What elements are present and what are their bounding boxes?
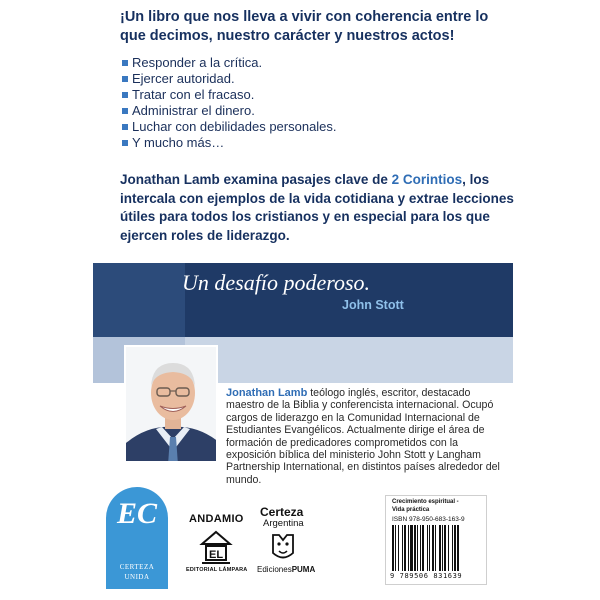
author-photo [124, 345, 218, 463]
author-name: Jonathan Lamb [226, 387, 308, 399]
certeza-unida-badge [106, 487, 168, 589]
category-line-1: Crecimiento espiritual - [392, 499, 459, 505]
square-bullet-icon [122, 60, 128, 66]
lampara-logo-label: EDITORIAL LÁMPARA [186, 567, 248, 573]
puma-icon [270, 531, 296, 563]
barcode-bar [454, 525, 456, 571]
square-bullet-icon [122, 140, 128, 146]
barcode-bar [442, 525, 443, 571]
barcode-bar [402, 525, 403, 571]
barcode-bar [414, 525, 416, 571]
barcode-bar [398, 525, 399, 571]
barcode-bar [452, 525, 453, 571]
barcode-bar [435, 525, 436, 571]
puma-logo-label: EdicionesPUMA [257, 565, 316, 574]
badge-line-unida: UNIDA [124, 573, 150, 581]
barcode-bar [417, 525, 418, 571]
list-item: Luchar con debilidades personales. [122, 119, 337, 135]
barcode-bar [429, 525, 430, 571]
list-item: Ejercer autoridad. [122, 71, 337, 87]
barcode-bar [439, 525, 441, 571]
author-portrait-icon [126, 347, 218, 463]
certeza-logo: Certeza [260, 505, 304, 519]
author-bio: Jonathan Lamb teólogo inglés, escritor, destacado maestro de la Biblia y conferencista internacional. Ocupó cargos de liderazgo en la Comunidad Internacional de Estudiantes Evangélicos. Actualmente dirige el área de formación de predicadores comprometidos con la exposición bíblica del ministerio John Stott y Langham Partnership International, en distintos países alrededor del mundo. [226, 387, 500, 486]
barcode-bar [448, 525, 449, 571]
barcode-bar [410, 525, 413, 571]
banner-shade [93, 263, 185, 337]
barcode-digits: 9 789506 831639 [390, 572, 463, 580]
lamp-icon [199, 530, 233, 566]
list-item: Administrar el dinero. [122, 103, 337, 119]
barcode-bar [457, 525, 459, 571]
isbn-label: ISBN 978-950-683-163-9 [392, 516, 465, 523]
certeza-argentina-label: Argentina [263, 518, 304, 529]
square-bullet-icon [122, 108, 128, 114]
square-bullet-icon [122, 76, 128, 82]
summary-highlight: 2 Corintios [391, 172, 463, 187]
barcode-bar [404, 525, 406, 571]
book-summary: Jonathan Lamb examina pasajes clave de 2 Corintios, los intercala con ejemplos de la vida cotidiana y extrae lecciones útiles para todos los cristianos y en especial para los que ejercen roles de liderazgo. [120, 172, 514, 243]
barcode-bar [408, 525, 409, 571]
barcode-bar [420, 525, 421, 571]
barcode-bar [444, 525, 446, 571]
square-bullet-icon [122, 92, 128, 98]
barcode-bar [392, 525, 394, 571]
quote-text: Un desafío poderoso. [182, 270, 371, 295]
category-line-2: Vida práctica [392, 507, 430, 513]
list-item: Tratar con el fracaso. [122, 87, 337, 103]
list-item: Responder a la crítica. [122, 55, 337, 71]
barcode-panel [385, 495, 487, 585]
barcode-bar [432, 525, 434, 571]
quote-author: John Stott [342, 298, 404, 312]
andamio-logo: ANDAMIO [189, 513, 244, 525]
badge-line-certeza: CERTEZA [119, 563, 155, 571]
ec-logo-letters: EC [116, 497, 158, 530]
list-item: Y mucho más… [122, 135, 337, 151]
barcode-bar [427, 525, 428, 571]
headline: ¡Un libro que nos lleva a vivir con coherencia entre lo que decimos, nuestro carácter y nuestros actos! [120, 9, 489, 44]
topic-list [122, 55, 337, 151]
square-bullet-icon [122, 124, 128, 130]
barcode-bar [422, 525, 424, 571]
barcode-bar [395, 525, 396, 571]
svg-text:EL: EL [209, 549, 224, 561]
barcode-icon [392, 525, 482, 571]
